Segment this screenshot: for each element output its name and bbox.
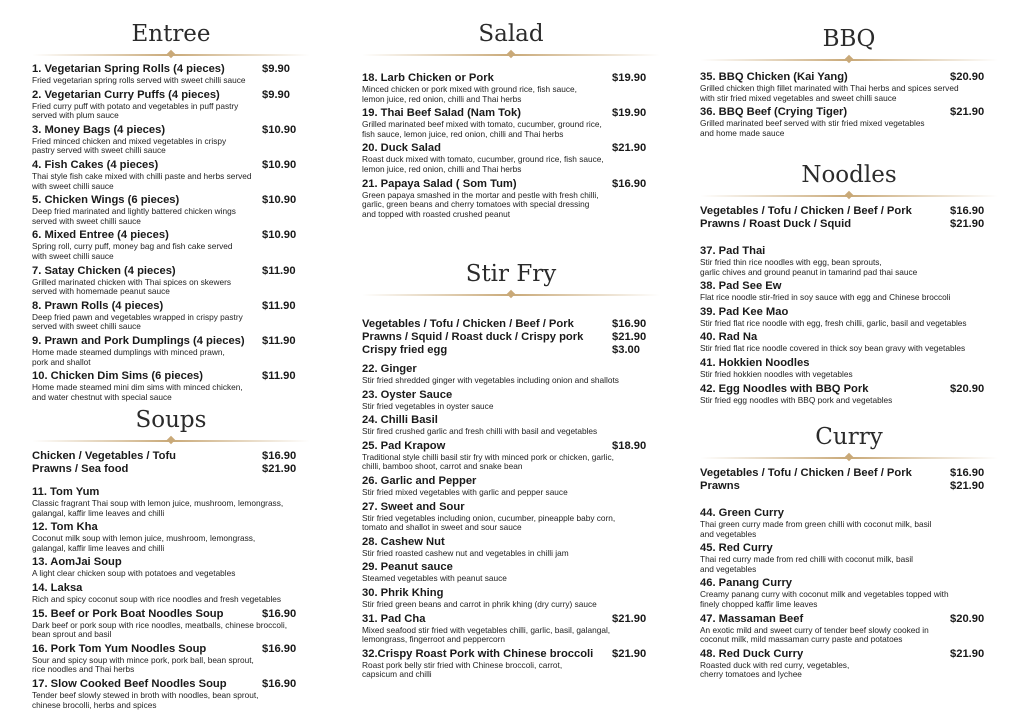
menu-item-description: Traditional style chilli basil stir fry with minced pork or chicken, garlic, bbox=[362, 451, 614, 462]
menu-item bbox=[700, 106, 998, 138]
menu-item-name: 7. Satay Chicken (4 pieces) bbox=[32, 264, 176, 277]
menu-item-name: 28. Cashew Nut bbox=[362, 535, 445, 548]
menu-item-description: served with sweet chilli sauce bbox=[32, 321, 141, 332]
menu-item-description: galangal, kaffir lime leaves and chilli bbox=[32, 507, 165, 518]
menu-item-description: with sweet chilli sauce bbox=[32, 250, 114, 261]
menu-item-header bbox=[32, 89, 310, 102]
menu-item-name: 25. Pad Krapow bbox=[362, 439, 446, 452]
menu-item-header bbox=[700, 383, 998, 396]
menu-item-name: 44. Green Curry bbox=[700, 507, 784, 519]
menu-item-header bbox=[32, 608, 310, 621]
menu-item-description: with sweet chilli sauce bbox=[32, 180, 114, 191]
soups-list bbox=[32, 486, 310, 710]
menu-item-description: Minced chicken or pork mixed with ground rice, fish sauce, bbox=[362, 84, 577, 94]
salad-list bbox=[362, 72, 660, 219]
menu-item-name: 17. Slow Cooked Beef Noodles Soup bbox=[32, 677, 227, 690]
menu-item-description: Fried minced chicken and mixed vegetables in crispy bbox=[32, 135, 227, 146]
menu-item bbox=[362, 389, 660, 412]
menu-item-description: Spring roll, curry puff, money bag and fish cake served bbox=[32, 241, 233, 252]
menu-item-description: Rich and spicy coconut soup with rice noodles and fresh vegetables bbox=[32, 593, 282, 604]
section-title-soups: Soups bbox=[135, 407, 207, 433]
menu-item-name: 24. Chilli Basil bbox=[362, 414, 438, 427]
menu-item bbox=[700, 357, 998, 380]
menu-item-description: galangal, kaffir lime leaves and chilli bbox=[32, 542, 165, 553]
menu-item bbox=[32, 678, 310, 710]
menu-item-price bbox=[612, 587, 660, 600]
menu-item-name: 18. Larb Chicken or Pork bbox=[362, 72, 494, 84]
menu-item-description: Stir fried vegetables including onion, cucumber, pineapple baby corn, bbox=[362, 512, 616, 523]
menu-item bbox=[362, 536, 660, 559]
menu-item bbox=[700, 331, 998, 354]
menu-item-description: Grilled chicken thigh fillet marinated with Thai herbs and spices served bbox=[700, 83, 959, 93]
price-value: $16.90 bbox=[950, 467, 985, 479]
menu-item bbox=[700, 306, 998, 329]
menu-item bbox=[32, 370, 310, 402]
menu-item-name: 40. Rad Na bbox=[700, 331, 758, 344]
menu-item-description: bean sprout and basil bbox=[32, 629, 112, 640]
section-title-bbq: BBQ bbox=[822, 26, 876, 52]
menu-item bbox=[362, 561, 660, 584]
menu-item-price: $9.90 bbox=[262, 88, 290, 101]
section-title-curry: Curry bbox=[815, 424, 883, 450]
price-row bbox=[700, 467, 998, 480]
price-label: Crispy fried egg bbox=[362, 344, 448, 356]
menu-item-description: Mixed seafood stir fried with vegetables chilli, garlic, basil, galangal, bbox=[362, 624, 611, 635]
menu-item-description: Home made steamed mini dim sims with minced chicken, bbox=[32, 382, 243, 393]
menu-item-header bbox=[32, 300, 310, 313]
menu-item-description: Fried vegetarian spring rolls served with sweet chilli sauce bbox=[32, 75, 246, 85]
section-soups bbox=[32, 406, 310, 710]
menu-item-name: 10. Chicken Dim Sims (6 pieces) bbox=[32, 370, 203, 383]
menu-item-description: Stir fried roasted cashew nut and vegetables in chilli jam bbox=[362, 547, 569, 558]
menu-item-price: $20.90 bbox=[950, 612, 985, 625]
menu-item bbox=[700, 613, 998, 645]
menu-item-description: chilli, bamboo shoot, carrot and snake bean bbox=[362, 461, 523, 472]
menu-item-name: 45. Red Curry bbox=[700, 542, 773, 555]
menu-item-description: Grilled marinated beef mixed with tomato, cucumber, ground rice, bbox=[362, 119, 602, 130]
price-value: $3.00 bbox=[612, 344, 640, 356]
menu-item-price: $19.90 bbox=[612, 72, 647, 84]
menu-item bbox=[32, 582, 310, 605]
menu-item-header bbox=[362, 178, 660, 191]
menu-item-price bbox=[950, 357, 998, 370]
menu-item-description: chinese brocolli, herbs and spices bbox=[32, 699, 157, 710]
menu-item bbox=[362, 142, 660, 174]
menu-item-description: Green papaya smashed in the mortar and pestle with fresh chilli, bbox=[362, 189, 599, 200]
menu-item-price bbox=[950, 280, 998, 293]
price-value: $16.90 bbox=[262, 450, 297, 462]
menu-item-description: lemon juice, red onion, chilli and Thai herbs bbox=[362, 163, 522, 174]
stir-fry-list bbox=[362, 363, 660, 680]
diamond-ornament-icon bbox=[845, 453, 853, 461]
diamond-ornament-icon bbox=[845, 55, 853, 63]
price-row bbox=[700, 480, 998, 493]
menu-item-price bbox=[612, 389, 660, 402]
menu-item bbox=[362, 501, 660, 533]
menu-item-name: 2. Vegetarian Curry Puffs (4 pieces) bbox=[32, 88, 220, 101]
menu-item-name: 8. Prawn Rolls (4 pieces) bbox=[32, 299, 164, 312]
price-value: $21.90 bbox=[950, 480, 985, 492]
menu-item-description: fish sauce, lemon juice, red onion, chilli and Thai herbs bbox=[362, 128, 564, 139]
menu-item-description: and vegetables bbox=[700, 563, 757, 574]
menu-item-description: Stir fried shredded ginger with vegetables including onion and shallots bbox=[362, 375, 619, 385]
curry-list bbox=[700, 507, 998, 680]
menu-item-description: lemongrass, fingerroot and peppercorn bbox=[362, 634, 505, 645]
price-row bbox=[700, 205, 998, 218]
menu-item-description: Grilled marinated chicken with Thai spices on skewers bbox=[32, 276, 232, 287]
menu-item bbox=[32, 521, 310, 553]
divider bbox=[700, 59, 998, 61]
menu-item-header bbox=[32, 265, 310, 278]
price-label: Prawns bbox=[700, 480, 740, 492]
price-row bbox=[700, 218, 998, 231]
menu-item-description: Deep fried pawn and vegetables wrapped in crispy pastry bbox=[32, 311, 243, 322]
menu-item-price: $11.90 bbox=[262, 370, 296, 383]
menu-item-price: $20.90 bbox=[950, 71, 985, 83]
menu-item-description: pastry served with sweet chilli sauce bbox=[32, 145, 166, 156]
menu-item-price: $21.90 bbox=[612, 612, 647, 625]
menu-item-name: 26. Garlic and Pepper bbox=[362, 474, 477, 487]
menu-item-price bbox=[262, 521, 310, 534]
menu-item-description: and vegetables bbox=[700, 528, 757, 539]
menu-item-description: Stir fried thin rice noodles with egg, bean sprouts, bbox=[700, 257, 882, 267]
section-entree bbox=[32, 20, 310, 402]
menu-item-header bbox=[362, 440, 660, 453]
menu-item-price bbox=[950, 245, 998, 258]
menu-item-name: 37. Pad Thai bbox=[700, 245, 766, 257]
menu-item-description: finely chopped kaffir lime leaves bbox=[700, 598, 818, 609]
menu-item-description: Coconut milk soup with lemon juice, mushroom, lemongrass, bbox=[32, 533, 256, 544]
divider bbox=[700, 457, 998, 459]
menu-item-name: 9. Prawn and Pork Dumplings (4 pieces) bbox=[32, 334, 245, 347]
diamond-ornament-icon bbox=[845, 191, 853, 199]
menu-item-description: An exotic mild and sweet curry of tender beef slowly cooked in bbox=[700, 624, 929, 635]
menu-item-description: Dark beef or pork soup with rice noodles, meatballs, chinese broccoli, bbox=[32, 619, 288, 630]
menu-item-description: Stir fried mixed vegetables with garlic and pepper sauce bbox=[362, 486, 568, 497]
menu-item bbox=[32, 124, 310, 156]
price-row bbox=[362, 331, 660, 344]
menu-item-description: Sour and spicy soup with mince pork, pork ball, bean sprout, bbox=[32, 654, 254, 665]
menu-item-price: $16.90 bbox=[262, 677, 297, 690]
menu-item-price bbox=[950, 306, 998, 319]
price-row bbox=[32, 450, 310, 463]
menu-item-header bbox=[362, 389, 660, 402]
menu-item-name: 12. Tom Kha bbox=[32, 521, 98, 534]
bbq-list bbox=[700, 71, 998, 138]
section-title-salad: Salad bbox=[478, 21, 544, 47]
diamond-ornament-icon bbox=[507, 290, 515, 298]
menu-item-price: $16.90 bbox=[262, 642, 297, 655]
noodles-price-list bbox=[700, 205, 998, 231]
menu-item bbox=[362, 107, 660, 139]
menu-item bbox=[32, 335, 310, 367]
menu-item bbox=[32, 63, 310, 86]
menu-item-price bbox=[950, 577, 998, 590]
divider bbox=[32, 440, 310, 442]
divider bbox=[32, 54, 310, 56]
stir-fry-price-list bbox=[362, 318, 660, 357]
menu-item bbox=[32, 556, 310, 579]
menu-item-name: 31. Pad Cha bbox=[362, 612, 426, 625]
menu-item-description: Tender beef slowly stewed in broth with noodles, bean sprout, bbox=[32, 689, 259, 700]
menu-item-price: $10.90 bbox=[262, 123, 297, 136]
menu-item-name: 35. BBQ Chicken (Kai Yang) bbox=[700, 71, 848, 83]
menu-item-name: 32.Crispy Roast Pork with Chinese broccoli bbox=[362, 647, 594, 660]
price-label: Vegetables / Tofu / Chicken / Beef / Pork bbox=[700, 467, 912, 479]
menu-item-price: $20.90 bbox=[950, 382, 985, 395]
menu-item-description: Stir fried flat rice noodle with egg, fresh chilli, garlic, basil and vegetables bbox=[700, 317, 967, 328]
menu-item-name: 30. Phrik Khing bbox=[362, 586, 444, 599]
menu-item-description: Fried curry puff with potato and vegetables in puff pastry bbox=[32, 100, 239, 111]
menu-item-name: 5. Chicken Wings (6 pieces) bbox=[32, 194, 180, 207]
menu-item-name: 39. Pad Kee Mao bbox=[700, 305, 789, 318]
menu-item-name: 20. Duck Salad bbox=[362, 142, 441, 155]
price-label: Chicken / Vegetables / Tofu bbox=[32, 450, 177, 462]
menu-item-name: 16. Pork Tom Yum Noodles Soup bbox=[32, 642, 207, 655]
menu-item-description: served with plum sauce bbox=[32, 110, 119, 121]
menu-item-description: rice noodles and Thai herbs bbox=[32, 664, 135, 675]
menu-item bbox=[32, 643, 310, 675]
menu-item bbox=[362, 178, 660, 220]
menu-item-price: $9.90 bbox=[262, 63, 290, 75]
menu-item-description: Creamy panang curry with coconut milk and vegetables topped with bbox=[700, 589, 949, 600]
price-value: $16.90 bbox=[612, 318, 647, 330]
menu-item-header bbox=[362, 536, 660, 549]
diamond-ornament-icon bbox=[507, 50, 515, 58]
diamond-ornament-icon bbox=[167, 436, 175, 444]
section-curry bbox=[700, 423, 998, 680]
price-label: Prawns / Roast Duck / Squid bbox=[700, 218, 852, 230]
price-label: Vegetables / Tofu / Chicken / Beef / Pork bbox=[700, 205, 912, 217]
menu-item-price: $19.90 bbox=[612, 107, 647, 120]
menu-item-name: 22. Ginger bbox=[362, 363, 417, 375]
menu-item-name: 14. Laksa bbox=[32, 581, 83, 594]
price-value: $21.90 bbox=[950, 218, 985, 230]
menu-item-name: 42. Egg Noodles with BBQ Pork bbox=[700, 382, 869, 395]
price-value: $16.90 bbox=[950, 205, 985, 217]
menu-item-description: Thai style fish cake mixed with chilli paste and herbs served bbox=[32, 170, 252, 181]
menu-item-header bbox=[32, 335, 310, 348]
menu-item-price: $16.90 bbox=[262, 607, 297, 620]
menu-item-description: garlic chives and ground peanut in tamarind pad thai sauce bbox=[700, 266, 918, 277]
menu-item-description: and water chestnut with special sauce bbox=[32, 391, 172, 402]
menu-item-price bbox=[612, 501, 660, 514]
menu-item bbox=[32, 265, 310, 297]
noodles-list bbox=[700, 245, 998, 405]
menu-item-price bbox=[612, 363, 660, 376]
menu-item-name: 27. Sweet and Sour bbox=[362, 500, 465, 513]
menu-item-name: 46. Panang Curry bbox=[700, 577, 793, 590]
menu-item-description: capsicum and chilli bbox=[362, 669, 432, 680]
menu-item bbox=[700, 648, 998, 680]
menu-item-description: Stir fired crushed garlic and fresh chilli with basil and vegetables bbox=[362, 426, 598, 437]
menu-item-price: $11.90 bbox=[262, 334, 296, 347]
menu-item-description: Grilled marinated beef served with stir fried mixed vegetables bbox=[700, 118, 925, 129]
menu-item-name: 48. Red Duck Curry bbox=[700, 647, 804, 660]
menu-item-price bbox=[612, 475, 660, 488]
menu-item bbox=[32, 159, 310, 191]
menu-item-description: Thai green curry made from green chilli with coconut milk, basil bbox=[700, 519, 932, 529]
menu-item bbox=[32, 608, 310, 640]
menu-item-name: 6. Mixed Entree (4 pieces) bbox=[32, 229, 169, 242]
menu-item-description: Stir fried vegetables in oyster sauce bbox=[362, 400, 494, 411]
menu-item-price: $18.90 bbox=[612, 439, 647, 452]
menu-item-description: served with homemade peanut sauce bbox=[32, 286, 170, 297]
menu-item-description: Flat rice noodle stir-fried in soy sauce with egg and Chinese broccoli bbox=[700, 292, 951, 303]
menu-item-name: 38. Pad See Ew bbox=[700, 280, 782, 293]
menu-item bbox=[700, 507, 998, 539]
menu-item-header bbox=[700, 306, 998, 319]
menu-item-price: $11.90 bbox=[262, 264, 296, 277]
menu-item-name: 41. Hokkien Noodles bbox=[700, 356, 810, 369]
menu-item-header bbox=[362, 501, 660, 514]
menu-item-header bbox=[32, 643, 310, 656]
menu-item-description: Roast pork belly stir fried with Chinese broccoli, carrot, bbox=[362, 659, 563, 670]
menu-item-price: $10.90 bbox=[262, 194, 297, 207]
menu-item bbox=[32, 229, 310, 261]
menu-item bbox=[700, 542, 998, 574]
menu-item-description: and home made sauce bbox=[700, 127, 785, 138]
menu-item-name: 3. Money Bags (4 pieces) bbox=[32, 123, 166, 136]
menu-item-name: 13. AomJai Soup bbox=[32, 556, 122, 569]
menu-item bbox=[700, 245, 998, 277]
price-row bbox=[362, 318, 660, 331]
menu-item-header bbox=[700, 613, 998, 626]
menu-item-name: 15. Beef or Pork Boat Noodles Soup bbox=[32, 607, 224, 620]
menu-item-header bbox=[362, 613, 660, 626]
menu-item bbox=[362, 440, 660, 472]
menu-item-description: coconut milk, mild massaman curry paste and potatoes bbox=[700, 634, 903, 645]
menu-item-description: Home made steamed dumplings with minced prawn, bbox=[32, 346, 225, 357]
menu-item-description: lemon juice, red onion, chilli and Thai herbs bbox=[362, 93, 522, 104]
menu-item-price bbox=[950, 507, 998, 520]
divider bbox=[362, 54, 660, 56]
menu-item-description: Steamed vegetables with peanut sauce bbox=[362, 573, 507, 584]
divider bbox=[362, 294, 660, 296]
menu-item-description: served with sweet chilli sauce bbox=[32, 215, 141, 226]
menu-item-name: 1. Vegetarian Spring Rolls (4 pieces) bbox=[32, 63, 225, 75]
menu-item-price: $21.90 bbox=[950, 106, 985, 119]
menu-item bbox=[32, 194, 310, 226]
menu-item-name: 36. BBQ Beef (Crying Tiger) bbox=[700, 106, 848, 119]
menu-item bbox=[362, 475, 660, 498]
menu-item-description: Stir fried flat rice noodle covered in thick soy bean gravy with vegetables bbox=[700, 343, 966, 354]
menu-item-price: $21.90 bbox=[950, 647, 985, 660]
section-stir-fry bbox=[362, 260, 660, 680]
section-title-noodles: Noodles bbox=[801, 162, 897, 188]
menu-item-name: 19. Thai Beef Salad (Nam Tok) bbox=[362, 107, 521, 120]
menu-item-description: Thai red curry made from red chilli with coconut milk, basil bbox=[700, 554, 914, 565]
menu-item-description: Deep fried marinated and lightly battered chicken wings bbox=[32, 206, 236, 217]
price-value: $21.90 bbox=[612, 331, 647, 343]
menu-item bbox=[700, 383, 998, 406]
menu-item-header bbox=[32, 124, 310, 137]
menu-item bbox=[32, 89, 310, 121]
menu-item-name: 23. Oyster Sauce bbox=[362, 388, 453, 401]
menu-item-description: Stir fried egg noodles with BBQ pork and vegetables bbox=[700, 394, 893, 405]
menu-item-price bbox=[262, 556, 310, 569]
entree-list bbox=[32, 63, 310, 402]
menu-item-description: Classic fragrant Thai soup with lemon juice, mushroom, lemongrass, bbox=[32, 498, 284, 508]
diamond-ornament-icon bbox=[167, 50, 175, 58]
menu-item bbox=[362, 414, 660, 437]
section-title-entree: Entree bbox=[131, 21, 211, 47]
menu-item-price bbox=[950, 542, 998, 555]
menu-item bbox=[362, 587, 660, 610]
menu-item bbox=[362, 72, 660, 104]
price-row bbox=[362, 344, 660, 357]
menu-item bbox=[362, 648, 660, 680]
menu-item-price bbox=[612, 561, 660, 574]
soups-price-list bbox=[32, 450, 310, 476]
menu-item-description: pork and shallot bbox=[32, 356, 91, 367]
menu-item bbox=[700, 577, 998, 609]
menu-item-price: $11.90 bbox=[262, 299, 296, 312]
menu-item-description: Stir fried green beans and carrot in phrik khing (dry curry) sauce bbox=[362, 598, 597, 609]
menu-item-price: $21.90 bbox=[612, 142, 647, 155]
menu-item bbox=[700, 71, 998, 103]
menu-item-price bbox=[612, 414, 660, 427]
menu-item-header bbox=[362, 648, 660, 661]
menu-item-description: Stir fried hokkien noodles with vegetables bbox=[700, 368, 853, 379]
menu-item-description: with stir fried mixed vegetables and sweet chilli sauce bbox=[700, 92, 897, 103]
menu-item-description: Roast duck mixed with tomato, cucumber, ground rice, fish sauce, bbox=[362, 154, 604, 165]
menu-item-header bbox=[32, 678, 310, 691]
menu-item-header bbox=[362, 587, 660, 600]
menu-item-name: 29. Peanut sauce bbox=[362, 561, 453, 574]
menu-item bbox=[32, 486, 310, 518]
menu-item bbox=[32, 300, 310, 332]
menu-item-price: $16.90 bbox=[612, 177, 647, 190]
menu-item-description: tomato and shallot in sweet and sour sauce bbox=[362, 522, 522, 533]
menu-item-price bbox=[612, 536, 660, 549]
divider bbox=[700, 195, 998, 197]
menu-item-name: 11. Tom Yum bbox=[32, 486, 100, 498]
section-title-stir-fry: Stir Fry bbox=[465, 261, 557, 287]
menu-item-header bbox=[700, 648, 998, 661]
menu-item-description: Roasted duck with red curry, vegetables, bbox=[700, 659, 850, 670]
menu-item-price: $21.90 bbox=[612, 647, 647, 660]
menu-item bbox=[362, 613, 660, 645]
menu-item-description: A light clear chicken soup with potatoes and vegetables bbox=[32, 568, 236, 579]
menu-item-price: $10.90 bbox=[262, 229, 297, 242]
section-noodles bbox=[700, 161, 998, 405]
price-label: Vegetables / Tofu / Chicken / Beef / Pork bbox=[362, 318, 574, 330]
menu-item-description: garlic, green beans and cherry tomatoes with special dressing bbox=[362, 199, 590, 210]
price-row bbox=[32, 463, 310, 476]
menu-item-name: 47. Massaman Beef bbox=[700, 612, 804, 625]
price-value: $21.90 bbox=[262, 463, 297, 475]
price-label: Prawns / Squid / Roast duck / Crispy pork bbox=[362, 331, 584, 343]
curry-price-list bbox=[700, 467, 998, 493]
menu-item-description: cherry tomatoes and lychee bbox=[700, 669, 802, 680]
menu-item bbox=[362, 363, 660, 386]
menu-item-name: 4. Fish Cakes (4 pieces) bbox=[32, 158, 159, 171]
section-salad bbox=[362, 20, 660, 219]
menu-item-price: $10.90 bbox=[262, 158, 297, 171]
menu-item-description: and topped with roasted crushed peanut bbox=[362, 208, 511, 219]
section-bbq bbox=[700, 25, 998, 138]
menu-item bbox=[700, 280, 998, 303]
price-label: Prawns / Sea food bbox=[32, 463, 129, 475]
menu-item-name: 21. Papaya Salad ( Som Tum) bbox=[362, 177, 517, 190]
